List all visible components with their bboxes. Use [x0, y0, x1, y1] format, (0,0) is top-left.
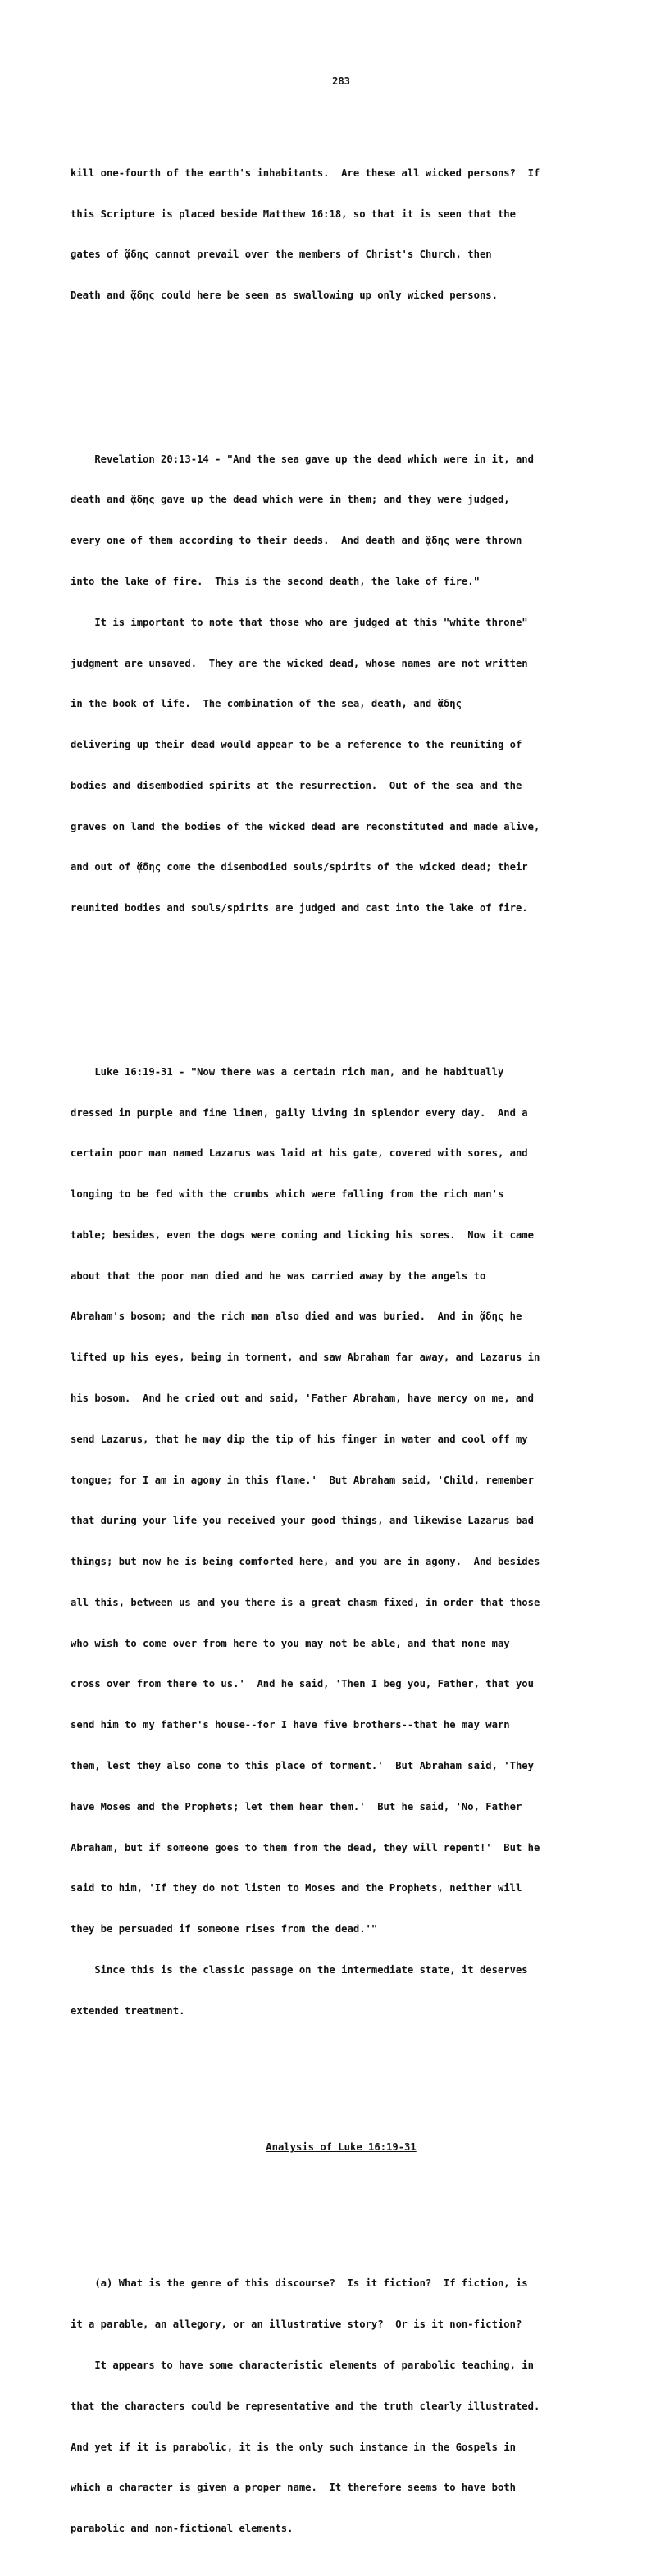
paragraph-revelation [71, 425, 612, 942]
paragraph-gap [71, 2086, 612, 2100]
text-line: parabolic and non-fictional elements. [71, 2523, 294, 2535]
text-line: cross over from there to us.' And he said, 'Then I beg you, Father, that you [71, 1678, 534, 1690]
text-line: into the lake of fire. This is the second death, the lake of fire." [71, 575, 480, 587]
text-line: which a character is given a proper name. It therefore seems to have both [71, 2482, 516, 2494]
text-line: about that the poor man died and he was carried away by the angels to [71, 1270, 486, 1282]
text-line: all this, between us and you there is a great chasm fixed, in order that those [71, 1596, 540, 1608]
text-line: Abraham's bosom; and the rich man also died and was buried. And in ᾅδης he [71, 1311, 522, 1323]
text-line: Death and ᾅδης could here be seen as swallowing up only wicked persons. [71, 290, 498, 302]
text-line: gates of ᾅδης cannot prevail over the members of Christ's Church, then [71, 248, 492, 261]
paragraph-gap [71, 2195, 612, 2209]
text-line: Revelation 20:13-14 - "And the sea gave up the dead which were in it, and [71, 453, 534, 465]
text-line: (a) What is the genre of this discourse? Is it fiction? If fiction, is [71, 2277, 528, 2290]
section-heading: Analysis of Luke 16:19-31 [266, 2141, 417, 2154]
text-line: have Moses and the Prophets; let them hear them.' But he said, 'No, Father [71, 1800, 522, 1812]
text-line: Since this is the classic passage on the intermediate state, it deserves [71, 1963, 528, 1976]
text-line: It appears to have some characteristic elements of parabolic teaching, in [71, 2359, 534, 2371]
text-line: this Scripture is placed beside Matthew 16:18, so that it is seen that the [71, 207, 516, 220]
text-line: It is important to note that those who are judged at this "white throne" [71, 616, 528, 628]
text-line: And yet if it is parabolic, it is the only such instance in the Gospels in [71, 2441, 516, 2453]
text-line: every one of them according to their deeds. And death and ᾅδης were thrown [71, 535, 522, 547]
paragraph-luke [71, 1038, 612, 2045]
text-line: lifted up his eyes, being in torment, and saw Abraham far away, and Lazarus in [71, 1352, 540, 1364]
paragraph-intro [71, 139, 612, 330]
text-line: Abraham, but if someone goes to them from the dead, they will repent!' But he [71, 1841, 540, 1853]
document-page [71, 48, 612, 2576]
text-line: reunited bodies and souls/spirits are judged and cast into the lake of fire. [71, 902, 528, 914]
paragraph-gap [71, 983, 612, 997]
text-line: his bosom. And he cried out and said, 'Father Abraham, have mercy on me, and [71, 1393, 534, 1404]
text-line: that during your life you received your good things, and likewise Lazarus bad [71, 1515, 534, 1527]
text-line: who wish to come over from here to you may not be able, and that none may [71, 1637, 510, 1649]
paragraph-gap [71, 371, 612, 385]
text-line: things; but now he is being comforted here, and you are in agony. And besides [71, 1556, 540, 1568]
text-line: kill one-fourth of the earth's inhabitants. Are these all wicked persons? If [71, 166, 540, 179]
text-line: table; besides, even the dogs were coming and licking his sores. Now it came [71, 1229, 534, 1241]
text-line: in the book of life. The combination of the sea, death, and ᾅδης [71, 698, 462, 710]
paragraph-analysis [71, 2250, 612, 2563]
text-line: them, lest they also come to this place of torment.' But Abraham said, 'They [71, 1760, 534, 1772]
text-line: longing to be fed with the crumbs which were falling from the rich man's [71, 1188, 504, 1201]
text-line: Luke 16:19-31 - "Now there was a certain rich man, and he habitually [71, 1065, 504, 1078]
text-line: extended treatment. [71, 2004, 185, 2017]
text-line: send him to my father's house--for I have five brothers--that he may warn [71, 1719, 510, 1731]
text-line: judgment are unsaved. They are the wicked dead, whose names are not written [71, 657, 528, 669]
text-line: send Lazarus, that he may dip the tip of his finger in water and cool off my [71, 1433, 528, 1445]
text-line: that the characters could be representative and the truth clearly illustrated. [71, 2400, 540, 2412]
text-line: dressed in purple and fine linen, gaily living in splendor every day. And a [71, 1106, 528, 1119]
text-line: they be persuaded if someone rises from the dead.'" [71, 1923, 378, 1935]
text-line: certain poor man named Lazarus was laid at his gate, covered with sores, and [71, 1147, 528, 1160]
text-line: death and ᾅδης gave up the dead which were in them; and they were judged, [71, 494, 510, 506]
text-line: said to him, 'If they do not listen to Moses and the Prophets, neither will [71, 1882, 522, 1894]
text-line: tongue; for I am in agony in this flame.' But Abraham said, 'Child, remember [71, 1474, 534, 1486]
text-line: bodies and disembodied spirits at the resurrection. Out of the sea and the [71, 779, 522, 791]
text-line: and out of ᾅδης come the disembodied souls/spirits of the wicked dead; their [71, 861, 528, 873]
text-line: graves on land the bodies of the wicked dead are reconstituted and made alive, [71, 820, 540, 832]
text-line: delivering up their dead would appear to be a reference to the reuniting of [71, 739, 522, 751]
page-number: 283 [331, 75, 350, 88]
text-line: it a parable, an allegory, or an illustrative story? Or is it non-fiction? [71, 2318, 522, 2331]
